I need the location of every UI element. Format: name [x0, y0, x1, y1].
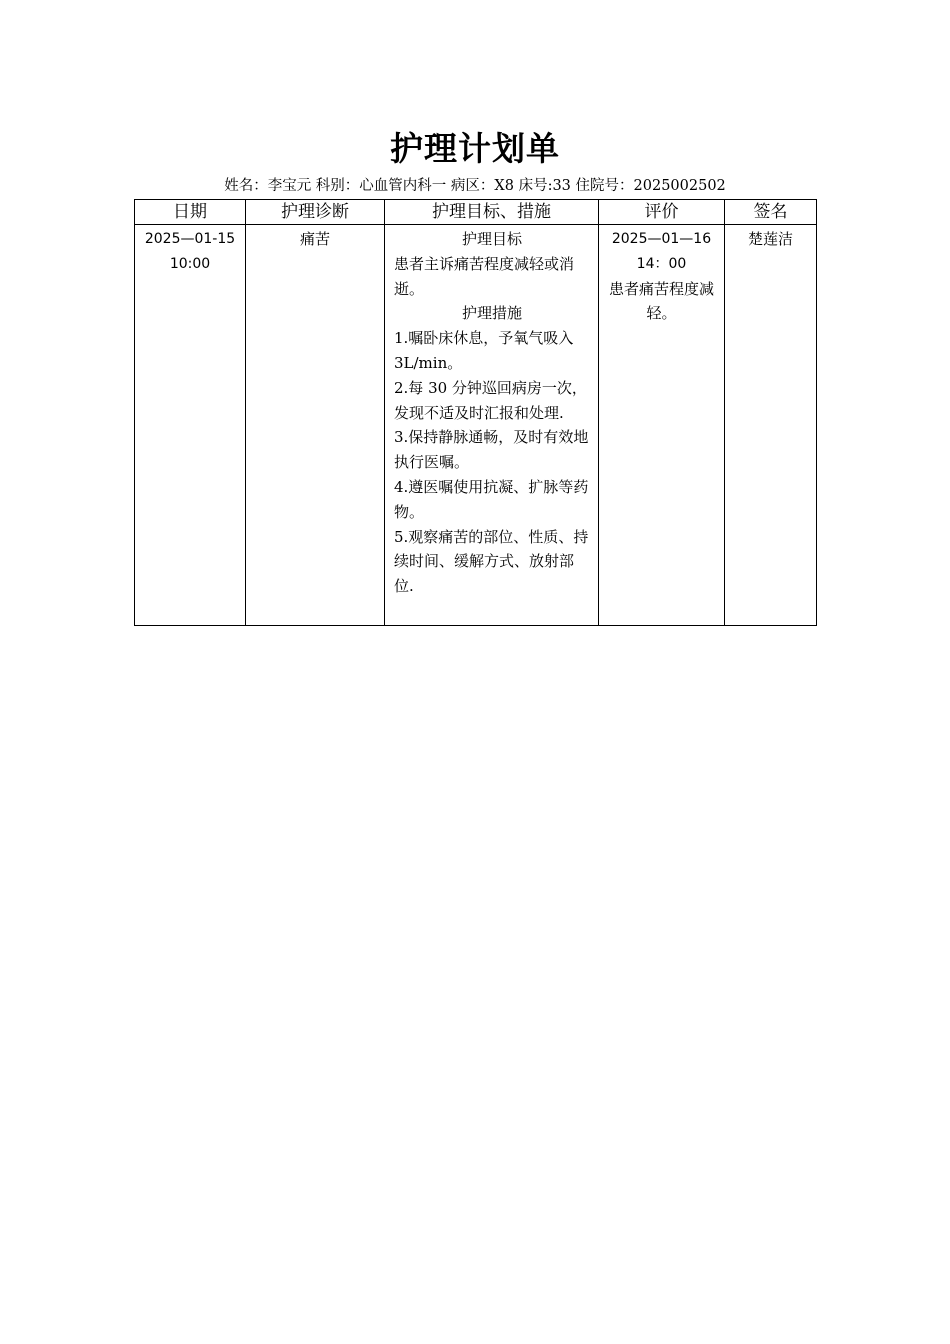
measures-heading: 护理措施	[461, 304, 522, 323]
date-cell	[135, 225, 246, 626]
goal-heading: 护理目标	[461, 230, 522, 248]
time-line: 10:00	[169, 255, 211, 272]
goal-measures-cell	[385, 225, 599, 626]
patient-info: 姓名：李宝元 科别：心血管内科一 病区：X8 床号:33 住院号：2025002502	[224, 178, 726, 194]
date-line: 2025—01-15	[144, 231, 236, 247]
measure-item: 5.观察痛苦的部位、性质、持续时间、缓解方式、放射部位.	[394, 527, 589, 596]
diagnosis-text: 痛苦	[299, 230, 330, 248]
evaluation-time: 14：00	[636, 255, 687, 272]
header-goal-measures: 护理目标、措施	[385, 200, 599, 225]
measure-item: 1.嘱卧床休息，予氧气吸入 3L/min。	[394, 329, 574, 372]
diagnosis-cell	[246, 225, 385, 626]
goal-text: 患者主诉痛苦程度减轻或消逝。	[394, 254, 575, 298]
header-evaluation: 评价	[599, 200, 725, 225]
measure-item: 2.每 30 分钟巡回病房一次，发现不适及时汇报和处理.	[394, 378, 587, 422]
table-row	[135, 225, 817, 626]
signature-text: 楚莲洁	[747, 230, 793, 248]
header-signature: 签名	[725, 200, 817, 225]
evaluation-cell	[599, 225, 725, 626]
page-title: 护理计划单	[390, 129, 560, 168]
evaluation-text: 患者痛苦程度减轻。	[608, 279, 714, 323]
header-date: 日期	[135, 200, 246, 225]
evaluation-date: 2025—01—16	[611, 231, 712, 247]
nursing-plan-table	[134, 199, 817, 626]
table-header-row	[135, 200, 817, 225]
signature-cell	[725, 225, 817, 626]
measure-item: 4.遵医嘱使用抗凝、扩脉等药物。	[394, 477, 589, 521]
header-diagnosis: 护理诊断	[246, 200, 385, 225]
measure-item: 3.保持静脉通畅，及时有效地执行医嘱。	[394, 428, 589, 472]
